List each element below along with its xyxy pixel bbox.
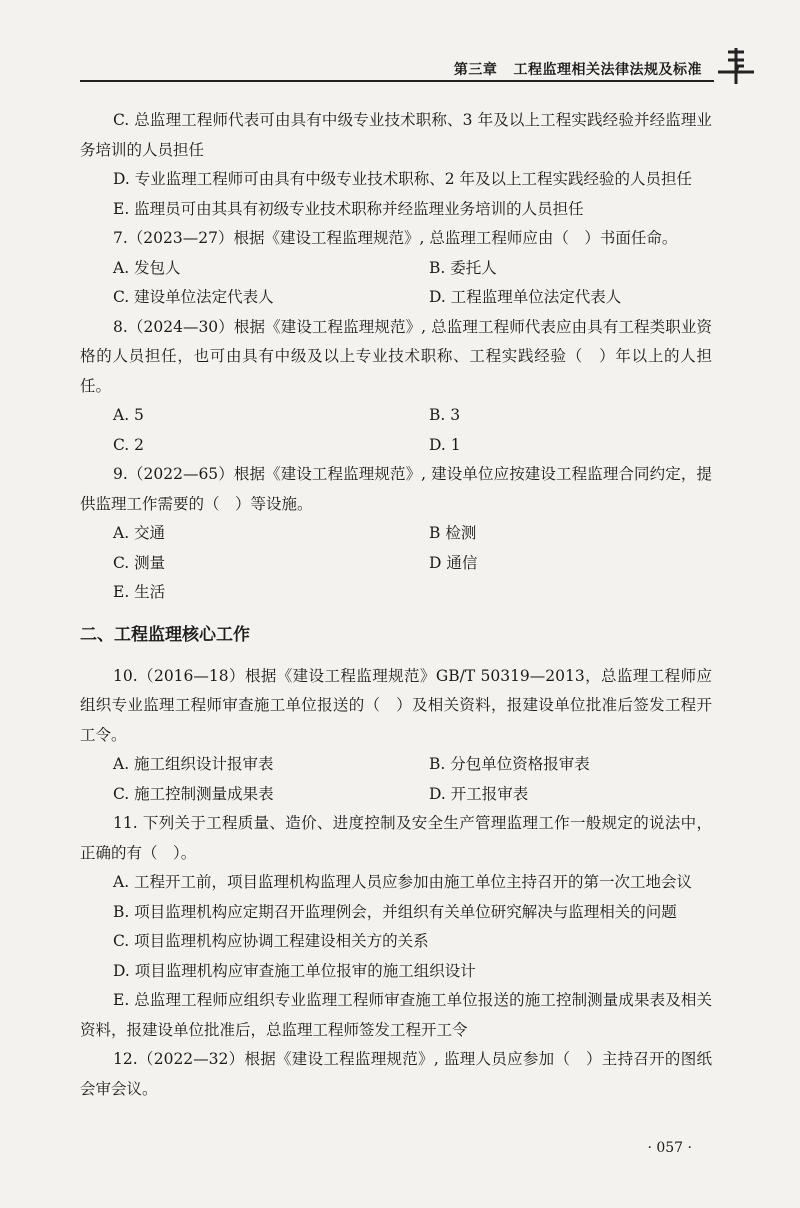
q11-option-c: C. 项目监理机构应协调工程建设相关方的关系 xyxy=(113,932,429,950)
q9-options xyxy=(80,519,712,608)
q11-option-e: E. 总监理工程师应组织专业监理工程师审查施工单位报送的施工控制测量成果表及相关资料，报建设单位批准后，总监理工程师签发工程开工令 xyxy=(80,991,712,1039)
q10-option-c: C. 施工控制测量成果表 xyxy=(113,784,274,803)
q9-stem: 9.（2022—65）根据《建设工程监理规范》, 建设单位应按建设工程监理合同约定，提供监理工作需要的（ ）等设施。 xyxy=(80,465,712,513)
q7-stem: 7.（2023—27）根据《建设工程监理规范》, 总监理工程师应由（ ）书面任命。 xyxy=(113,229,678,247)
q7-option-d: D. 工程监理单位法定代表人 xyxy=(429,288,622,306)
q7-option-a: A. 发包人 xyxy=(113,258,181,277)
q11-option-b: B. 项目监理机构应定期召开监理例会，并组织有关单位研究解决与监理相关的问题 xyxy=(113,902,677,921)
chapter-logo-icon xyxy=(714,42,760,88)
q12-stem: 12.（2022—32）根据《建设工程监理规范》, 监理人员应参加（ ）主持召开的图纸会审会议。 xyxy=(80,1050,712,1098)
q11-option-a: A. 工程开工前，项目监理机构监理人员应参加由施工单位主持召开的第一次工地会议 xyxy=(113,873,693,891)
header-rule xyxy=(80,80,714,82)
q11-stem: 11. 下列关于工程质量、造价、进度控制及安全生产管理监理工作一般规定的说法中，正确的有（ ）。 xyxy=(80,814,712,862)
section-heading: 二、工程监理核心工作 xyxy=(80,624,250,645)
q8-option-b: B. 3 xyxy=(429,406,461,424)
page-content xyxy=(80,106,712,1104)
q6-option-d: D. 专业监理工程师可由具有中级专业技术职称、2 年及以上工程实践经验的人员担任 xyxy=(113,170,693,188)
q6-option-e: E. 监理员可由其具有初级专业技术职称并经监理业务培训的人员担任 xyxy=(113,199,584,218)
q7-option-b: B. 委托人 xyxy=(429,258,497,277)
chapter-label: 第三章 xyxy=(453,62,498,78)
q10-options xyxy=(80,750,712,809)
q10-option-b: B. 分包单位资格报审表 xyxy=(429,755,590,773)
page-header xyxy=(80,38,766,84)
q10-stem: 10.（2016—18）根据《建设工程监理规范》GB/T 50319—2013，总监理工程师应组织专业监理工程师审查施工单位报送的（ ）及相关资料，报建设单位批准后签发工程开工令。 xyxy=(80,666,712,744)
q7-option-c: C. 建设单位法定代表人 xyxy=(113,288,274,306)
page-number: · 057 · xyxy=(647,1140,692,1156)
chapter-title: 工程监理相关法律法规及标准 xyxy=(513,62,702,78)
q10-option-d: D. 开工报审表 xyxy=(429,784,529,803)
q11-option-d: D. 项目监理机构应审查施工单位报审的施工组织设计 xyxy=(113,961,476,980)
q8-stem: 8.（2024—30）根据《建设工程监理规范》, 总监理工程师代表应由具有工程类职业资格的人员担任，也可由具有中级及以上专业技术职称、工程实践经验（ ）年以上的人担任。 xyxy=(80,317,712,395)
q9-option-e: E. 生活 xyxy=(113,583,166,601)
running-title xyxy=(454,59,702,79)
q8-option-d: D. 1 xyxy=(429,435,461,454)
q9-option-c: C. 测量 xyxy=(113,553,166,572)
q8-options xyxy=(80,401,712,460)
q9-option-a: A. 交通 xyxy=(113,524,166,542)
q8-option-c: C. 2 xyxy=(113,435,145,454)
q7-options xyxy=(80,254,712,313)
q10-option-a: A. 施工组织设计报审表 xyxy=(113,755,274,773)
q6-option-c: C. 总监理工程师代表可由具有中级专业技术职称、3 年及以上工程实践经验并经监理业务培训的人员担任 xyxy=(80,111,712,159)
q8-option-a: A. 5 xyxy=(113,406,144,424)
q9-option-d: D 通信 xyxy=(429,553,478,572)
q9-option-b: B 检测 xyxy=(429,524,477,542)
